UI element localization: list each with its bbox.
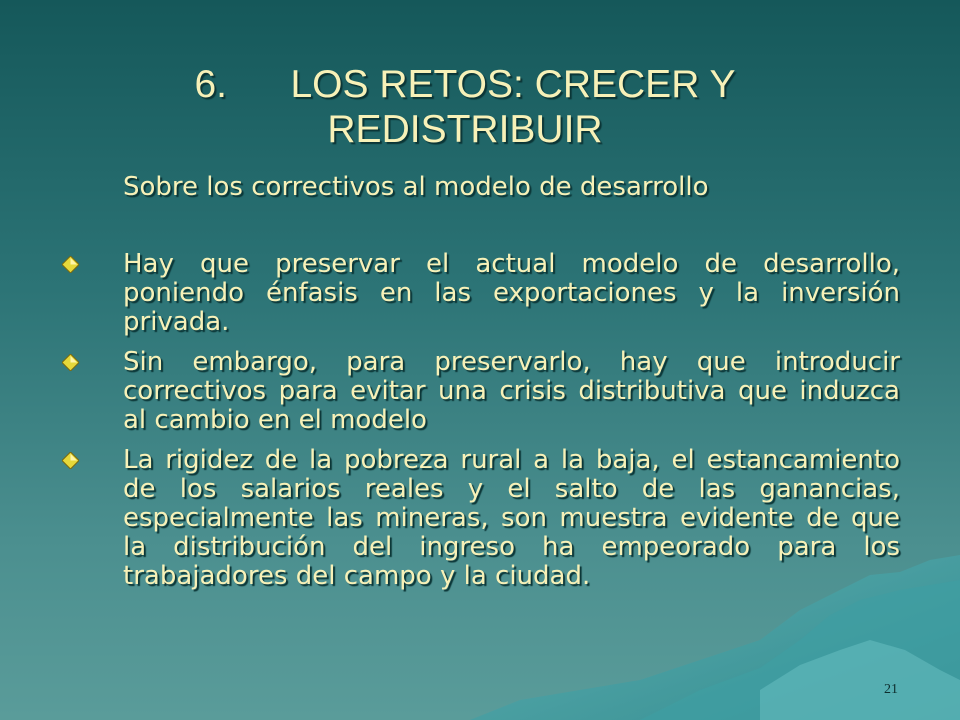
diamond-bullet-icon bbox=[62, 354, 79, 371]
page-number: 21 bbox=[884, 682, 898, 697]
title-number: 6. bbox=[194, 63, 228, 106]
bullet-text: Hay que preservar el actual modelo de desarrollo, poniendo énfasis en las exportaciones y la inversión privada. bbox=[123, 249, 900, 337]
title-line-1 bbox=[0, 62, 930, 107]
diamond-bullet-icon bbox=[62, 256, 79, 273]
title-line-2: REDISTRIBUIR bbox=[327, 108, 603, 151]
diamond-bullet-icon bbox=[62, 452, 79, 469]
bullet-item bbox=[62, 250, 900, 337]
bullet-text: La rigidez de la pobreza rural a la baja, el estancamiento de los salarios reales y el salto de las ganancias, especialmente las mineras, son muestra evidente de que la distribución del ingreso ha empeorado para los trabajadores del campo y la ciudad. bbox=[123, 445, 900, 591]
slide-title bbox=[0, 62, 930, 152]
bullet-item bbox=[62, 348, 900, 435]
slide-subtitle: Sobre los correctivos al modelo de desarrollo bbox=[123, 172, 709, 202]
bullet-item bbox=[62, 446, 900, 591]
bullet-text: Sin embargo, para preservarlo, hay que introducir correctivos para evitar una crisis distributiva que induzca al cambio en el modelo bbox=[123, 347, 900, 435]
title-text-1: LOS RETOS: CRECER Y bbox=[290, 63, 736, 106]
bullet-list bbox=[62, 250, 900, 602]
